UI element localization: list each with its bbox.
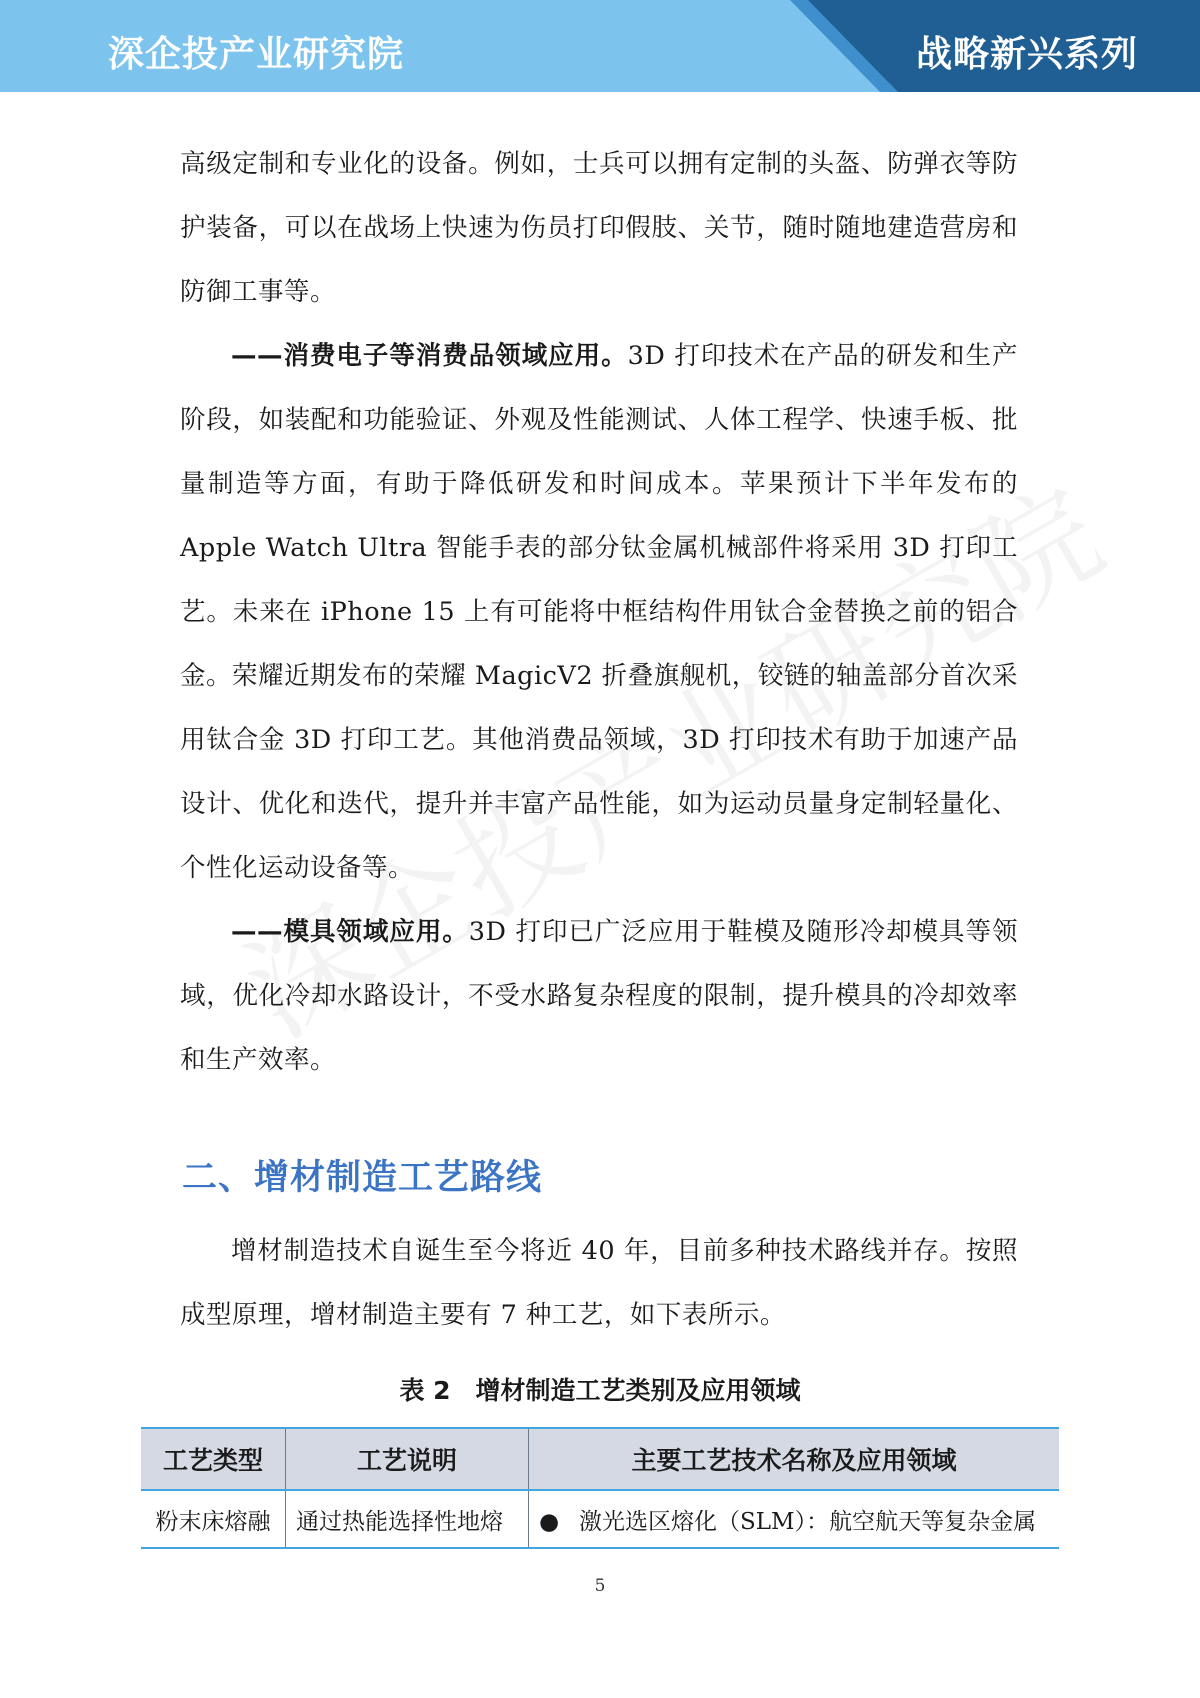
header-process-type: 工艺类型 [141,1428,286,1490]
section-body [180,1219,1018,1347]
process-table [141,1427,1059,1549]
mold-heading: ——模具领域应用。 [231,917,469,947]
paragraph-mold [180,900,1018,1092]
table-header-row [141,1428,1059,1490]
table-caption: 表 2 增材制造工艺类别及应用领域 [399,1376,801,1405]
table-row [141,1490,1059,1548]
paragraph-process-intro: 增材制造技术自诞生至今将近 40 年，目前多种技术路线并存。按照成型原理，增材制造主要有 7 种工艺，如下表所示。 [180,1236,1018,1330]
header-org-title: 深企投产业研究院 [108,34,405,75]
paragraph-defense: 高级定制和专业化的设备。例如，士兵可以拥有定制的头盔、防弹衣等防护装备，可以在战场上快速为伤员打印假肢、关节，随时随地建造营房和防御工事等。 [180,149,1018,307]
header-main-tech: 主要工艺技术名称及应用领域 [529,1428,1060,1490]
page-header [0,0,1200,92]
mold-text: 3D 打印已广泛应用于鞋模及随形冷却模具等领域，优化冷却水路设计，不受水路复杂程度的限制，提升模具的冷却效率和生产效率。 [180,917,1018,1075]
cell-main-tech-text: 激光选区熔化（SLM）：航空航天等复杂金属 [579,1508,1037,1535]
section-title: 二、增材制造工艺路线 [182,1158,543,1198]
bullet-icon: ● [539,1508,560,1535]
cell-process-desc: 通过热能选择性地熔 [286,1490,529,1548]
body-text [180,132,1018,1092]
paragraph-consumer [180,324,1018,900]
cell-main-tech [529,1490,1060,1548]
consumer-heading: ——消费电子等消费品领域应用。 [231,341,628,371]
consumer-text: 3D 打印技术在产品的研发和生产阶段，如装配和功能验证、外观及性能测试、人体工程学、快速手板、批量制造等方面，有助于降低研发和时间成本。苹果预计下半年发布的 Apple Watch Ultra 智能手表的部分钛金属机械部件将采用 3D 打印工艺。未来在 iPhone 15 上有可能将中框结构件用钛合金替换之前的铝合金。荣耀近期发布的荣耀 MagicV2 折叠旗舰机，铰链的轴盖部分首次采用钛合金 3D 打印工艺。其他消费品领域，3D 打印技术有助于加速产品设计、优化和迭代，提升并丰富产品性能，如为运动员量身定制轻量化、个性化运动设备等。 [180,341,1018,883]
page-number: 5 [594,1576,606,1596]
cell-process-type: 粉末床熔融 [141,1490,286,1548]
header-process-desc: 工艺说明 [286,1428,529,1490]
header-series-title: 战略新兴系列 [915,34,1138,75]
